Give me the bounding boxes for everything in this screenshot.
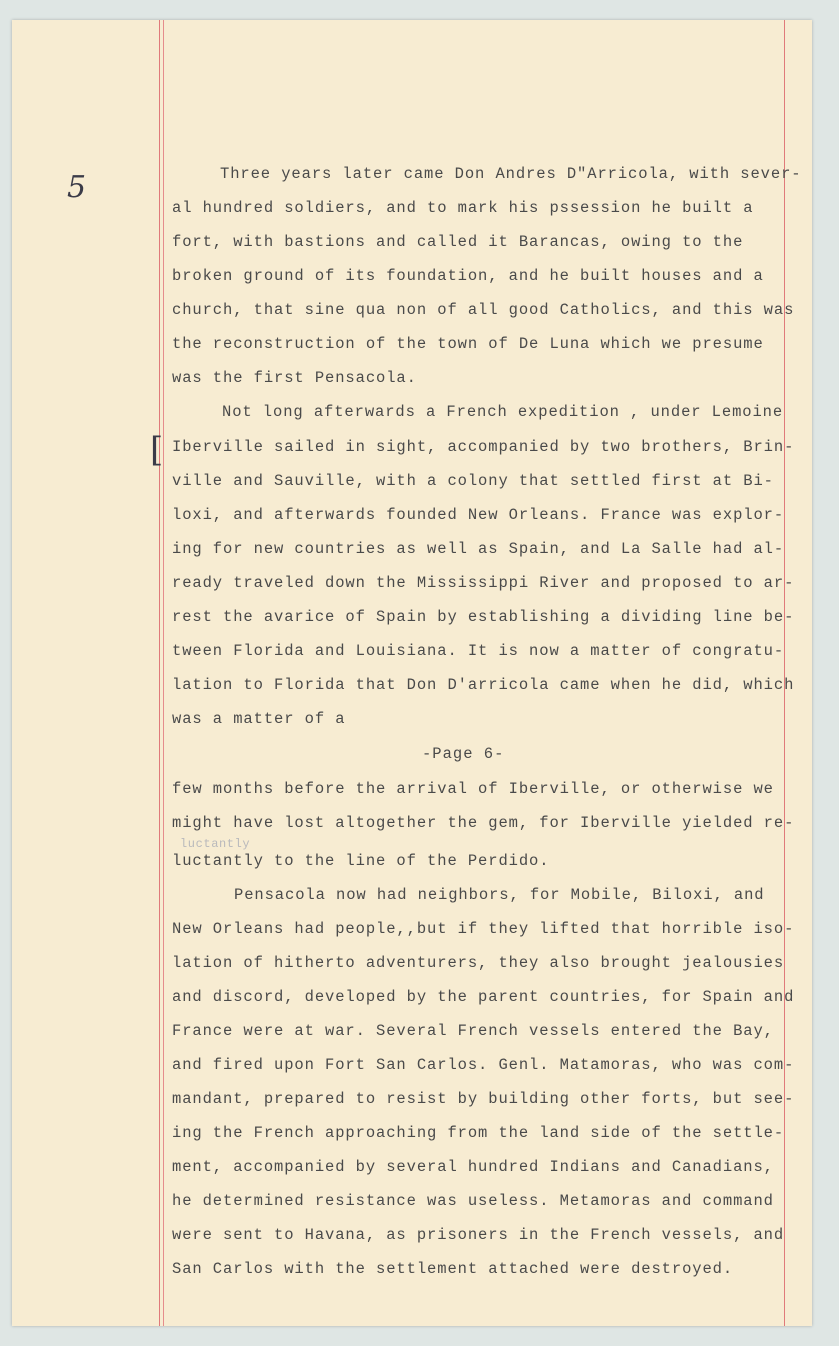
- text-line: few months before the arrival of Iberville, or otherwise we: [172, 780, 774, 798]
- text-line: Not long afterwards a French expedition , under Lemoine: [222, 403, 784, 421]
- text-line: San Carlos with the settlement attached were destroyed.: [172, 1260, 734, 1278]
- text-line: might have lost altogether the gem, for Iberville yielded re-: [172, 814, 795, 832]
- text-line: was a matter of a: [172, 710, 346, 728]
- handwritten-insertion-mark: [: [150, 430, 164, 470]
- text-line: lation of hitherto adventurers, they also brought jealousies: [172, 954, 785, 972]
- typed-page: [12, 20, 812, 1326]
- text-line: Three years later came Don Andres D"Arricola, with sever-: [220, 165, 802, 183]
- text-line: ment, accompanied by several hundred Indians and Canadians,: [172, 1158, 774, 1176]
- right-margin-rule: [784, 20, 785, 1326]
- text-line: rest the avarice of Spain by establishing a dividing line be-: [172, 608, 795, 626]
- text-line: he determined resistance was useless. Metamoras and command: [172, 1192, 774, 1210]
- text-line: loxi, and afterwards founded New Orleans. France was explor-: [172, 506, 785, 524]
- text-line: tween Florida and Louisiana. It is now a matter of congratu-: [172, 642, 785, 660]
- handwritten-page-number: 5: [67, 170, 87, 205]
- text-line: ing for new countries as well as Spain, and La Salle had al-: [172, 540, 785, 558]
- text-line: ing the French approaching from the land side of the settle-: [172, 1124, 785, 1142]
- text-line: ready traveled down the Mississippi River and proposed to ar-: [172, 574, 795, 592]
- page-label: -Page 6-: [422, 745, 505, 763]
- text-line: al hundred soldiers, and to mark his pssession he built a: [172, 199, 754, 217]
- text-line: and fired upon Fort San Carlos. Genl. Matamoras, who was com-: [172, 1056, 795, 1074]
- text-line: church, that sine qua non of all good Catholics, and this was: [172, 301, 795, 319]
- text-line: France were at war. Several French vessels entered the Bay,: [172, 1022, 774, 1040]
- text-line: Pensacola now had neighbors, for Mobile, Biloxi, and: [234, 886, 765, 904]
- text-line: Iberville sailed in sight, accompanied by two brothers, Brin-: [172, 438, 795, 456]
- text-line: lation to Florida that Don D'arricola came when he did, which: [172, 676, 795, 694]
- text-line: fort, with bastions and called it Barancas, owing to the: [172, 233, 744, 251]
- text-line: New Orleans had people,,but if they lifted that horrible iso-: [172, 920, 795, 938]
- text-line: luctantly to the line of the Perdido.: [172, 852, 550, 870]
- text-line: and discord, developed by the parent countries, for Spain and: [172, 988, 795, 1006]
- text-line: ville and Sauville, with a colony that settled first at Bi-: [172, 472, 774, 490]
- text-line: were sent to Havana, as prisoners in the French vessels, and: [172, 1226, 785, 1244]
- overstruck-word: luctantly: [180, 837, 251, 851]
- text-line: was the first Pensacola.: [172, 369, 417, 387]
- left-margin-rule-inner: [163, 20, 164, 1326]
- text-line: mandant, prepared to resist by building other forts, but see-: [172, 1090, 795, 1108]
- text-line: the reconstruction of the town of De Luna which we presume: [172, 335, 764, 353]
- left-margin-rule: [159, 20, 160, 1326]
- text-line: broken ground of its foundation, and he built houses and a: [172, 267, 764, 285]
